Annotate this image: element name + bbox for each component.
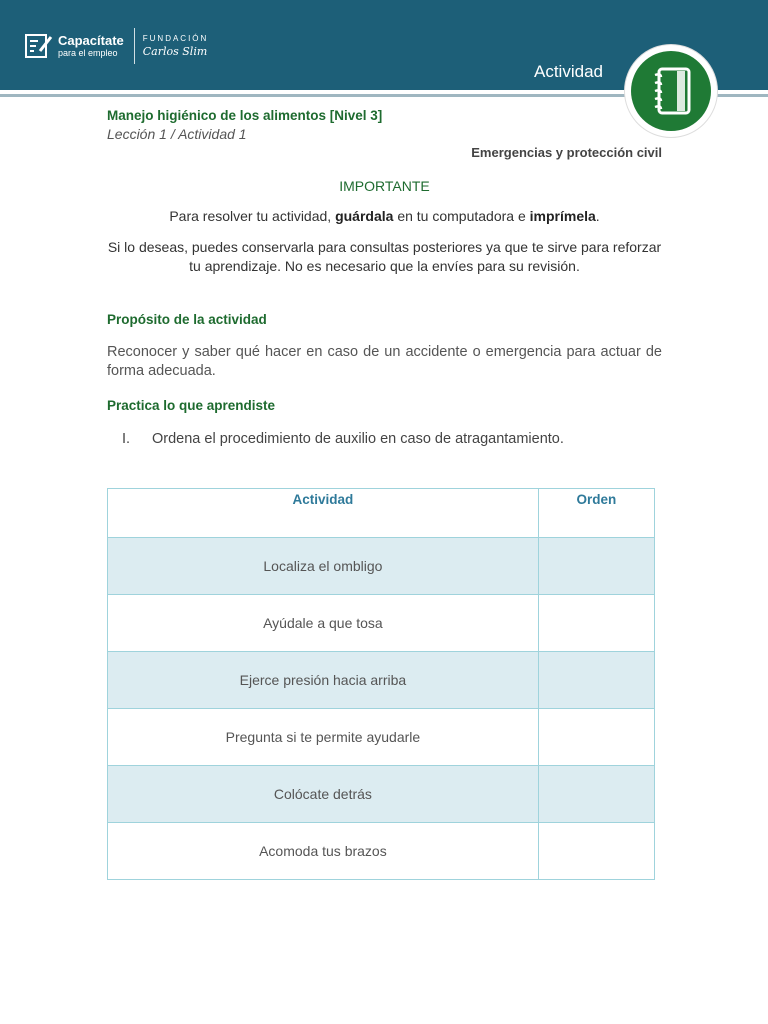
instruction-number: I. [122, 431, 131, 447]
capacitate-logo-icon [24, 31, 54, 61]
foundation-name: Carlos Slim [142, 45, 208, 58]
order-cell[interactable] [538, 766, 654, 823]
table-row [108, 709, 655, 766]
header-title: Actividad [534, 62, 603, 81]
table-row [108, 823, 655, 880]
important-heading: IMPORTANTE [339, 178, 430, 194]
activity-cell: Colócate detrás [108, 766, 539, 823]
logo-sub-text: para el empleo [58, 48, 118, 58]
instructions-paragraph: Para resolver tu actividad, guárdala en tu computadora e imprímela. [169, 208, 600, 224]
activity-cell: Localiza el ombligo [108, 538, 539, 595]
table-row [108, 595, 655, 652]
column-header-order: Orden [538, 489, 654, 538]
order-cell[interactable] [538, 823, 654, 880]
document-body [107, 108, 662, 447]
purpose-text: Reconocer y saber qué hacer en caso de un accidente o emergencia para actuar de forma adecuada. [107, 344, 662, 379]
instruction-item [122, 431, 662, 447]
activity-cell: Ayúdale a que tosa [108, 595, 539, 652]
table-row [108, 652, 655, 709]
order-cell[interactable] [538, 595, 654, 652]
subject-label: Emergencias y protección civil [471, 145, 662, 160]
activity-cell: Ejerce presión hacia arriba [108, 652, 539, 709]
brand-logo [24, 28, 208, 64]
instruction-text: Ordena el procedimiento de auxilio en caso de atragantamiento. [152, 431, 564, 447]
activity-cell: Acomoda tus brazos [108, 823, 539, 880]
logo-main-text: Capacítate [58, 33, 124, 48]
course-title: Manejo higiénico de los alimentos [Nivel 3] [107, 108, 383, 123]
purpose-heading: Propósito de la actividad [107, 312, 267, 327]
table-row [108, 538, 655, 595]
logo-divider [134, 28, 135, 64]
activity-table [107, 488, 655, 880]
order-cell[interactable] [538, 652, 654, 709]
order-cell[interactable] [538, 709, 654, 766]
foundation-label: FUNDACIÓN [142, 34, 209, 43]
activity-cell: Pregunta si te permite ayudarle [108, 709, 539, 766]
lesson-label: Lección 1 / Actividad 1 [107, 126, 247, 142]
order-cell[interactable] [538, 538, 654, 595]
practice-heading: Practica lo que aprendiste [107, 398, 276, 413]
column-header-activity: Actividad [108, 489, 539, 538]
note-paragraph: Si lo deseas, puedes conservarla para consultas posteriores ya que te sirve para reforzar tu aprendizaje. No es necesario que la envíes para su revisión. [107, 239, 662, 274]
table-row [108, 766, 655, 823]
